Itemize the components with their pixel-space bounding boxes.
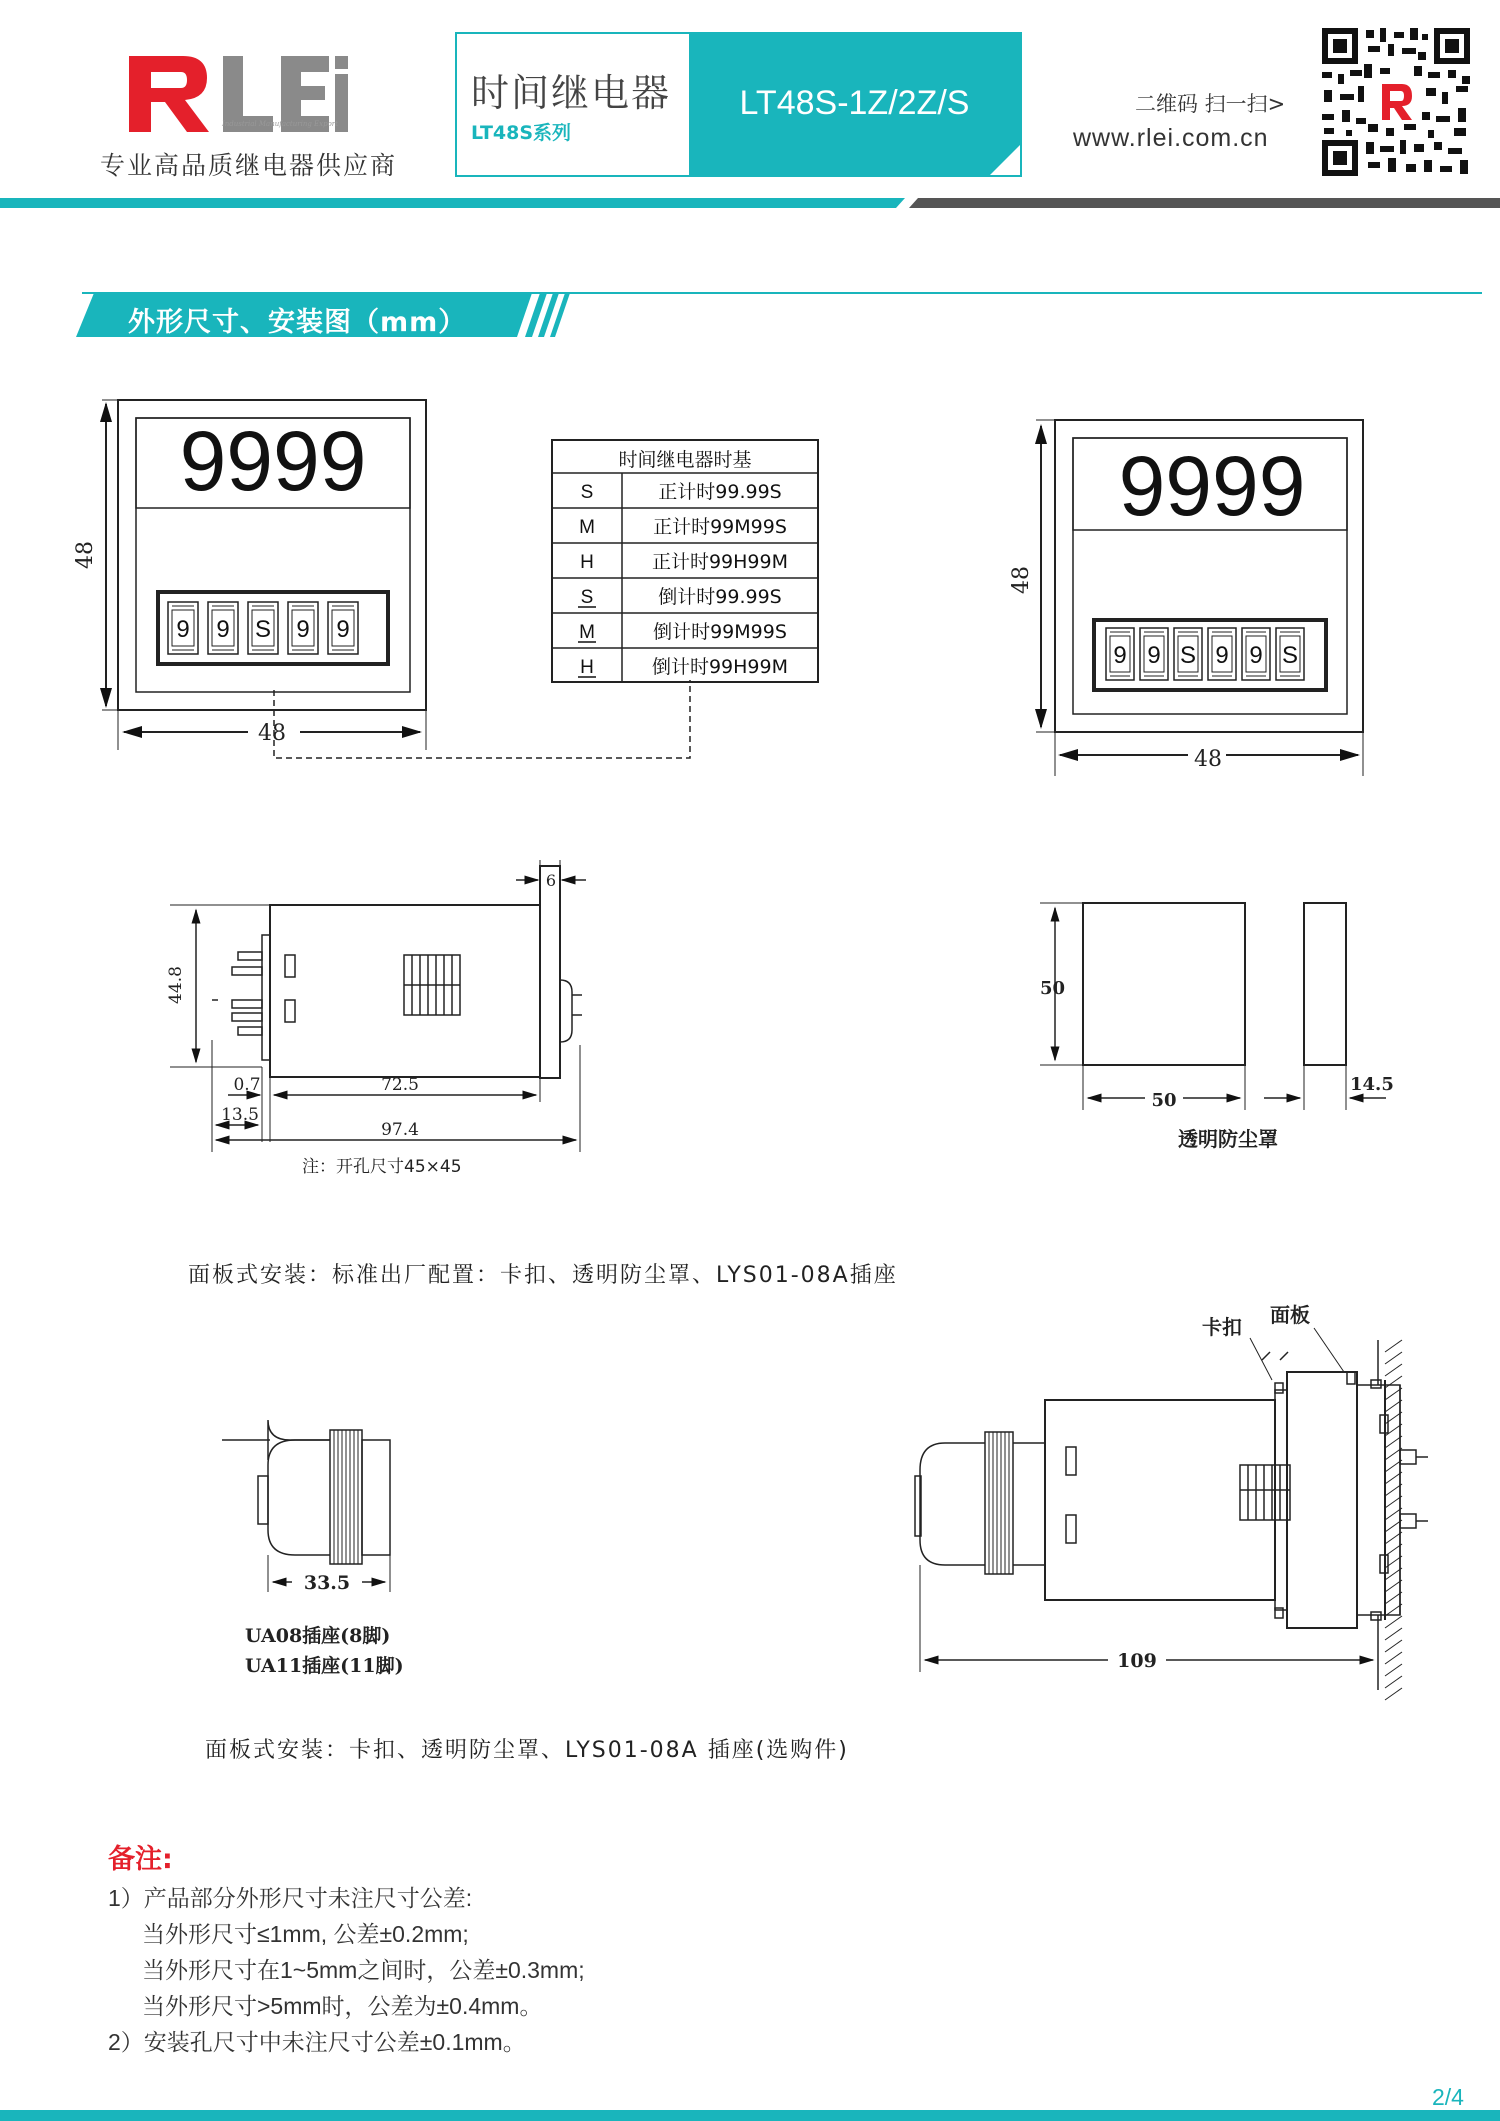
panel-hatching <box>1378 1340 1402 1700</box>
front-left-digit-label: 9 <box>296 616 310 643</box>
product-header-box <box>455 32 1022 177</box>
side-dim-974: 97.4 <box>381 1120 419 1140</box>
qr-code <box>1318 24 1474 180</box>
brand-tagline: 专业高品质继电器供应商 <box>100 151 398 180</box>
socket-dim-width: 33.5 <box>303 1572 351 1594</box>
side-dim-panel: 6 <box>545 871 557 890</box>
front-right-digit-label: 9 <box>1249 642 1263 669</box>
front-left-digit-label: S <box>254 616 272 643</box>
footer-bar <box>0 2108 1500 2121</box>
side-dim-135: 13.5 <box>221 1105 259 1125</box>
front-left-digit-switch[interactable] <box>328 602 358 654</box>
timebase-desc: 倒计时99H99M <box>651 656 789 678</box>
cover-label: 透明防尘罩 <box>1178 1127 1278 1151</box>
side-dim-height: 44.8 <box>166 966 186 1004</box>
timebase-code: S <box>580 482 594 503</box>
socket-drawing <box>222 1420 390 1592</box>
cover-dim-height: 50 <box>1040 978 1066 999</box>
timebase-desc: 倒计时99M99S <box>653 621 787 643</box>
front-right-digit-label: S <box>1179 642 1197 669</box>
front-left-display: 9999 <box>179 414 367 508</box>
front-right-digit-label: 9 <box>1147 642 1161 669</box>
note-line-2: 当外形尺寸≤1mm, 公差±0.2mm; <box>142 1921 469 1947</box>
cutout-note: 注：开孔尺寸45×45 <box>302 1157 462 1177</box>
website-url: www.rlei.com.cn <box>1073 124 1269 152</box>
side-dim-725: 72.5 <box>381 1075 419 1095</box>
front-right-dim-height: 48 <box>1009 566 1034 594</box>
page-number: 2/4 <box>1432 2084 1464 2110</box>
front-right-display: 9999 <box>1118 439 1306 533</box>
logo-small-text: Industrial Manufacturing Export <box>222 120 338 128</box>
front-right-digit-label: 9 <box>1113 642 1127 669</box>
cover-dim-depth: 14.5 <box>1350 1074 1394 1095</box>
front-left-dim-height: 48 <box>73 541 98 569</box>
timebase-code: H <box>580 552 594 573</box>
socket-label-2: UA11插座(11脚) <box>245 1655 404 1677</box>
header-divider <box>0 196 1500 210</box>
timebase-code: S <box>580 587 594 608</box>
front-left-digit-switch[interactable] <box>168 602 198 654</box>
front-right-digit-switch[interactable] <box>1106 628 1134 680</box>
front-right-digit-label: S <box>1281 642 1299 669</box>
timebase-table-header: 时间继电器时基 <box>618 449 752 471</box>
dimension-drawings <box>0 350 1500 1750</box>
front-right-digit-switch[interactable] <box>1242 628 1270 680</box>
caption-standard-install: 面板式安装：标准出厂配置：卡扣、透明防尘罩、LYS01-08A插座 <box>188 1263 898 1288</box>
timebase-desc: 倒计时99.99S <box>658 586 782 608</box>
front-right-digit-label: 9 <box>1215 642 1229 669</box>
model-number: LT48S-1Z/2Z/S <box>739 84 970 122</box>
assembly-label-panel: 面板 <box>1270 1303 1310 1327</box>
note-line-5: 2）安装孔尺寸中未注尺寸公差±0.1mm。 <box>108 2029 526 2055</box>
note-line-3: 当外形尺寸在1~5mm之间时，公差±0.3mm; <box>142 1957 585 1983</box>
timebase-code: M <box>579 622 595 643</box>
product-title: 时间继电器 <box>471 71 672 115</box>
front-right-digit-switch[interactable] <box>1140 628 1168 680</box>
note-line-1: 1）产品部分外形尺寸未注尺寸公差: <box>108 1885 473 1911</box>
front-right-digit-switch[interactable] <box>1208 628 1236 680</box>
front-left-digit-switches <box>168 602 358 654</box>
front-left-digit-label: 9 <box>176 616 190 643</box>
front-right-digit-switch[interactable] <box>1276 628 1304 680</box>
socket-label-1: UA08插座(8脚) <box>245 1625 391 1647</box>
notes-title: 备注: <box>108 1844 173 1875</box>
corner-decoration <box>990 145 1020 175</box>
product-title-panel <box>457 34 689 175</box>
dust-cover-drawing <box>1040 903 1386 1110</box>
caption-optional-install: 面板式安装：卡扣、透明防尘罩、LYS01-08A 插座(选购件) <box>205 1738 849 1763</box>
timebase-desc: 正计时99.99S <box>658 481 782 503</box>
timebase-code: M <box>579 517 595 538</box>
cover-dim-width: 50 <box>1151 1090 1177 1111</box>
assembly-drawing <box>915 1328 1428 1672</box>
front-left-digit-label: 9 <box>216 616 230 643</box>
assembly-label-clip: 卡扣 <box>1202 1315 1242 1339</box>
front-left-digit-switch[interactable] <box>288 602 318 654</box>
front-left-dim-width: 48 <box>258 721 286 746</box>
product-series: LT48S系列 <box>471 122 572 144</box>
timebase-desc: 正计时99M99S <box>653 516 787 538</box>
assembly-dim-length: 109 <box>1117 1650 1157 1672</box>
front-left-digit-switch[interactable] <box>208 602 238 654</box>
front-right-digit-switches <box>1106 628 1304 680</box>
note-line-4: 当外形尺寸>5mm时，公差为±0.4mm。 <box>142 1993 543 2019</box>
front-left-digit-label: 9 <box>336 616 350 643</box>
qr-label: 二维码 扫一扫> <box>1135 92 1286 116</box>
side-dim-07: 0.7 <box>233 1075 261 1095</box>
front-right-dim-width: 48 <box>1194 747 1222 772</box>
timebase-desc: 正计时99H99M <box>651 551 789 573</box>
front-left-digit-switch[interactable] <box>248 602 278 654</box>
front-right-digit-switch[interactable] <box>1174 628 1202 680</box>
section-title: 外形尺寸、安装图（mm） <box>128 307 467 338</box>
timebase-code: H <box>580 657 594 678</box>
model-panel <box>689 34 1020 175</box>
